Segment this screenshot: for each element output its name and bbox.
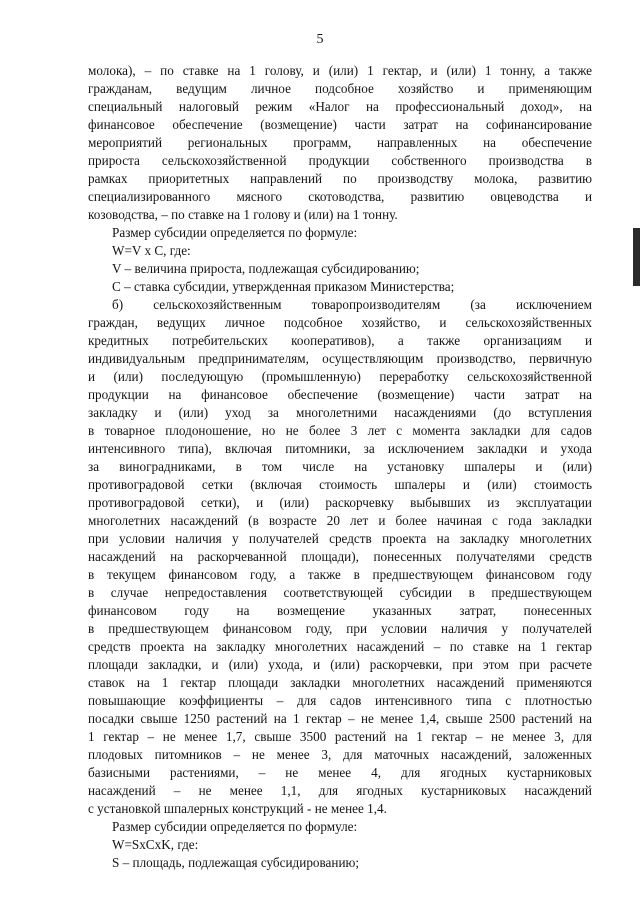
text-line: C – ставка субсидии, утвержденная приказом Министерства; xyxy=(112,279,455,294)
text-line: противоградовой сетки), и (или) раскорчевку выбывших из эксплуатации xyxy=(88,495,592,510)
text-line: в товарное плодоношение, но не более 3 лет с момента закладки для садов xyxy=(88,423,592,438)
text-line: специализированного мясного скотоводства, развитию овцеводства и xyxy=(88,189,592,204)
text-line: гражданам, ведущим личное подсобное хозяйство и применяющим xyxy=(88,81,592,96)
text-line: при условии наличия у получателей средств проекта на закладку многолетних xyxy=(88,531,592,546)
text-line: с установкой шпалерных конструкций - не менее 1,4. xyxy=(88,801,387,816)
text-line: V – величина прироста, подлежащая субсидированию; xyxy=(112,261,420,276)
text-line: ставок на 1 гектар площади закладки многолетних насаждений применяются xyxy=(88,675,592,690)
text-line: продукции на финансовое обеспечение (возмещение) части затрат на xyxy=(88,387,592,402)
text-line: и (или) последующую (промышленную) переработку сельскохозяйственной xyxy=(88,369,592,384)
text-line: прироста сельскохозяйственной продукции собственного производства в xyxy=(88,153,592,168)
text-line: б) сельскохозяйственным товаропроизводителям (за исключением xyxy=(112,297,592,312)
text-line: молока), – по ставке на 1 голову, и (или) 1 гектар, и (или) 1 тонну, а также xyxy=(88,63,592,78)
text-line: специальный налоговый режим «Налог на профессиональный доход», на xyxy=(88,99,592,114)
page-number: 5 xyxy=(316,32,324,47)
text-line: рамках приоритетных направлений по производству молока, развитию xyxy=(88,171,592,186)
text-line: базисными растениями, – не менее 4, для ягодных кустарниковых xyxy=(88,765,592,780)
text-line: граждан, ведущих личное подсобное хозяйство, и сельскохозяйственных xyxy=(88,315,592,330)
body-text xyxy=(88,62,592,872)
text-line: в предшествующем финансовом году, при условии наличия у получателей xyxy=(88,621,592,636)
text-line: средств проекта на закладку многолетних насаждений – по ставке на 1 гектар xyxy=(88,639,592,654)
text-line: W=SxCxK, где: xyxy=(112,837,199,852)
text-line: финансовое обеспечение (возмещение) части затрат на софинансирование xyxy=(88,117,592,132)
text-line: козоводства, – по ставке на 1 голову и (или) на 1 тонну. xyxy=(88,207,398,222)
text-line: насаждений – не менее 1,1, для ягодных кустарниковых насаждений xyxy=(88,783,592,798)
text-line: Размер субсидии определяется по формуле: xyxy=(112,819,358,834)
text-line: повышающие коэффициенты – для садов интенсивного типа с плотностью xyxy=(88,693,592,708)
text-line: в случае непредоставления соответствующей субсидии в предшествующем xyxy=(88,585,592,600)
text-line: противоградовой сетки (включая стоимость шпалеры и (или) стоимость xyxy=(88,477,592,492)
text-line: кредитных потребительских кооперативов), а также организациям и xyxy=(88,333,592,348)
text-line: насаждений на раскорчеванной площади), понесенных получателями средств xyxy=(88,549,592,564)
text-line: S – площадь, подлежащая субсидированию; xyxy=(112,855,360,870)
text-line: индивидуальным предпринимателям, осуществляющим производство, первичную xyxy=(88,351,592,366)
text-line: Размер субсидии определяется по формуле: xyxy=(112,225,358,240)
text-line: площади закладки, и (или) ухода, и (или) раскорчевки, при этом при расчете xyxy=(88,657,592,672)
text-line: закладку и (или) уход за многолетними насаждениями (до вступления xyxy=(88,405,592,420)
text-line: за виноградниками, в том числе на установку шпалеры и (или) xyxy=(88,459,592,474)
text-line: W=V x C, где: xyxy=(112,243,191,258)
text-line: 1 гектар – не менее 1,7, свыше 3500 растений на 1 гектар – не менее 3, для xyxy=(88,729,592,744)
text-line: многолетних насаждений (в возрасте 20 лет и более начиная с года закладки xyxy=(88,513,592,528)
text-line: посадки свыше 1250 растений на 1 гектар – не менее 1,4, свыше 2500 растений на xyxy=(88,711,592,726)
text-line: в текущем финансовом году, а также в предшествующем финансовом году xyxy=(88,567,592,582)
text-line: интенсивного типа), включая питомники, за исключением закладки и ухода xyxy=(88,441,592,456)
text-line: плодовых питомников – не менее 3, для маточных насаждений, заложенных xyxy=(88,747,592,762)
text-line: мероприятий региональных программ, направленных на обеспечение xyxy=(88,135,592,150)
scan-edge-mark xyxy=(633,228,640,286)
text-line: финансовом году на возмещение указанных затрат, понесенных xyxy=(88,603,592,618)
